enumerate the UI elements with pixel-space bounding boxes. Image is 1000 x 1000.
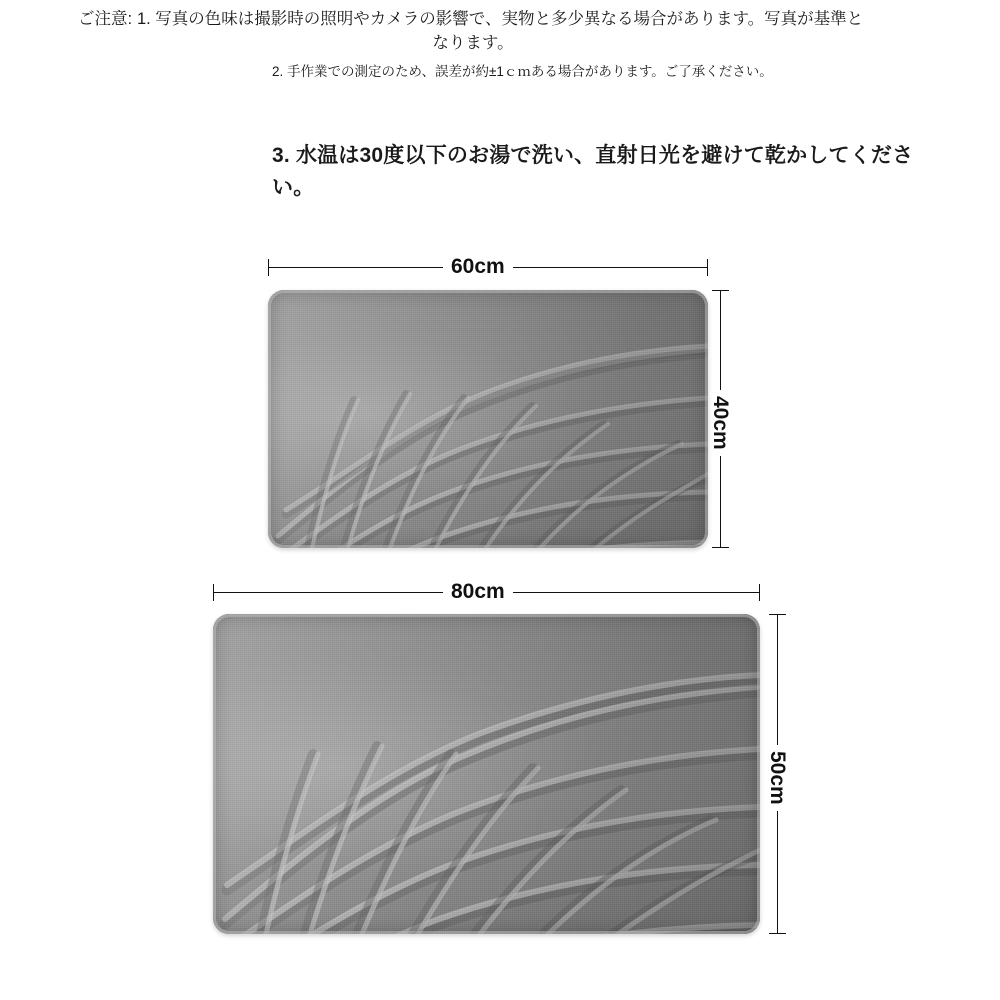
dim-height-label-large: 50cm	[767, 745, 788, 811]
caution-lead-label: ご注意:	[78, 10, 133, 28]
note-measure-tolerance: 2. 手作業での測定のため、誤差が約±1ｃｍある場合があります。ご了承ください。	[272, 64, 773, 79]
dim-height-tick-bottom-large	[769, 933, 786, 934]
mat-edge-large	[213, 614, 760, 934]
dim-height-label-small: 40cm	[710, 390, 731, 456]
dim-width-label-large: 80cm	[443, 581, 513, 602]
note-wash-care: 3. 水温は30度以下のお湯で洗い、直射日光を避けて乾かしてください。	[272, 144, 914, 199]
dim-height-tick-top-large	[769, 614, 786, 615]
mat-image-large	[213, 614, 760, 934]
dim-width-tick-left-large	[213, 584, 214, 601]
dim-width-tick-right-large	[759, 584, 760, 601]
note-photo-color-text: 1. 写真の色味は撮影時の照明やカメラの影響で、実物と多少異なる場合があります。写真が基準となります。	[136, 10, 864, 52]
dim-width-label-small: 60cm	[443, 256, 513, 277]
